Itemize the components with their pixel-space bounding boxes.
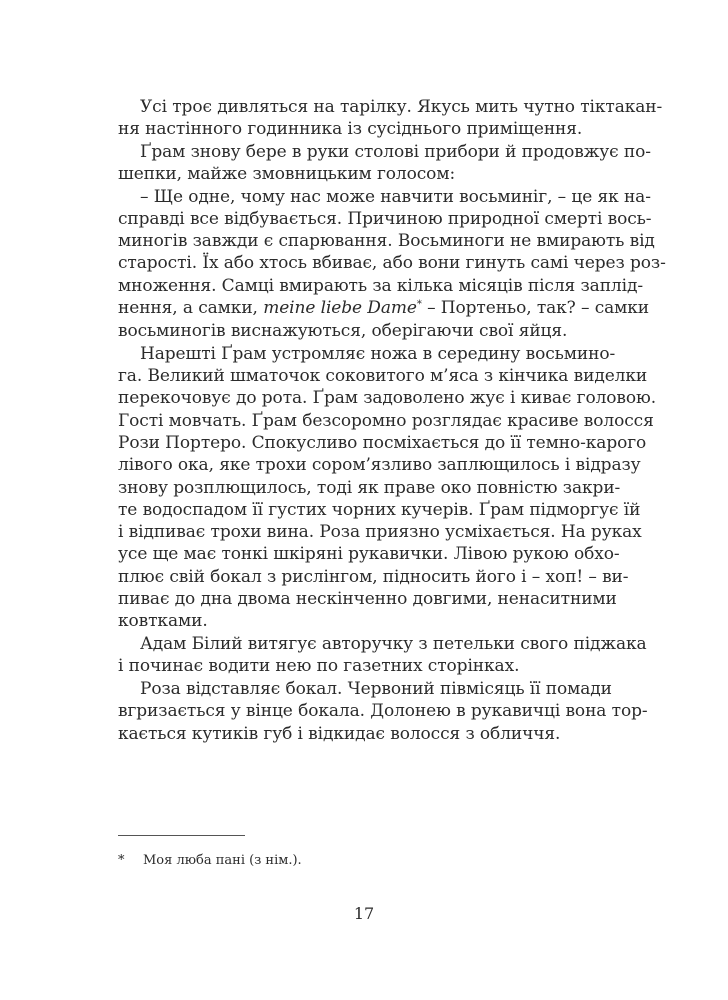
text-line: множення. Самці вмирають за кілька місяців після заплід- <box>118 276 643 296</box>
text-line: Адам Білий витягує авторучку з петельки свого піджака <box>140 634 647 654</box>
text-line: вгризається у вінце бокала. Долонею в рукавичці вона тор- <box>118 701 648 721</box>
text-line: старості. Їх або хтось вбиває, або вони гинуть самі через роз- <box>118 253 666 273</box>
text-line: перекочовує до рота. Ґрам задоволено жує і киває головою. <box>118 388 657 408</box>
text-line: і відпиває трохи вина. Роза приязно усміхається. На руках <box>118 522 642 542</box>
text-line: Усі троє дивляться на тарілку. Якусь мить чутно тіктакан- <box>140 97 663 117</box>
text-line: Ґрам знову бере в руки столові прибори й продовжує по- <box>140 142 651 162</box>
text-line: га. Великий шматочок соковитого м’яса з кінчика виделки <box>118 366 648 386</box>
text-line: ковтками. <box>118 611 208 631</box>
text-line: ня настінного годинника із сусіднього приміщення. <box>118 119 583 139</box>
text-line: – Ще одне, чому нас може навчити восьминіг, – це як на- <box>140 187 651 207</box>
page-number: 17 <box>353 904 375 923</box>
text-line: знову розплющилось, тоді як праве око повністю закри- <box>118 478 621 498</box>
text-line: кається кутиків губ і відкидає волосся з обличчя. <box>118 724 561 744</box>
footnote-ref: * <box>416 299 422 310</box>
text-line: Рози Портеро. Спокусливо посміхається до її темно-карого <box>118 433 647 453</box>
text-line: шепки, майже змовницьким голосом: <box>118 164 456 184</box>
text-line: восьминогів виснажуються, оберігаючи свої яйця. <box>118 321 568 341</box>
italic-phrase: meine liebe Dame <box>263 298 417 318</box>
text-line: усе ще має тонкі шкіряні рукавички. Лівою рукою обхо- <box>118 544 620 564</box>
text-line: і починає водити нею по газетних сторінках. <box>118 656 520 676</box>
text-segment: нення, а самки, <box>118 298 258 318</box>
text-line: лівого ока, яке трохи сором’язливо заплющилось і відразу <box>118 455 641 475</box>
text-line: Гості мовчать. Ґрам безсоромно розглядає красиве волосся <box>118 411 654 431</box>
text-line: те водоспадом її густих чорних кучерів. Ґрам підморгує їй <box>118 500 641 520</box>
text-line: пиває до дна двома нескінченно довгими, ненаситними <box>118 589 617 609</box>
text-line: Нарешті Ґрам устромляє ножа в середину восьмино- <box>140 344 616 364</box>
footnote-mark: * <box>118 853 125 868</box>
footnote-divider <box>118 835 245 836</box>
text-line: миногів завжди є спарювання. Восьминоги не вмирають від <box>118 231 655 251</box>
text-line: плює свій бокал з рислінгом, підносить його і – хоп! – ви- <box>118 567 629 587</box>
text-line: справді все відбувається. Причиною природної смерті вось- <box>118 209 652 229</box>
text-segment: – Портеньо, так? – самки <box>427 298 650 318</box>
footnote-text: Моя люба пані (з нім.). <box>143 853 302 868</box>
text-line: Роза відставляє бокал. Червоний півмісяць її помади <box>140 679 612 699</box>
